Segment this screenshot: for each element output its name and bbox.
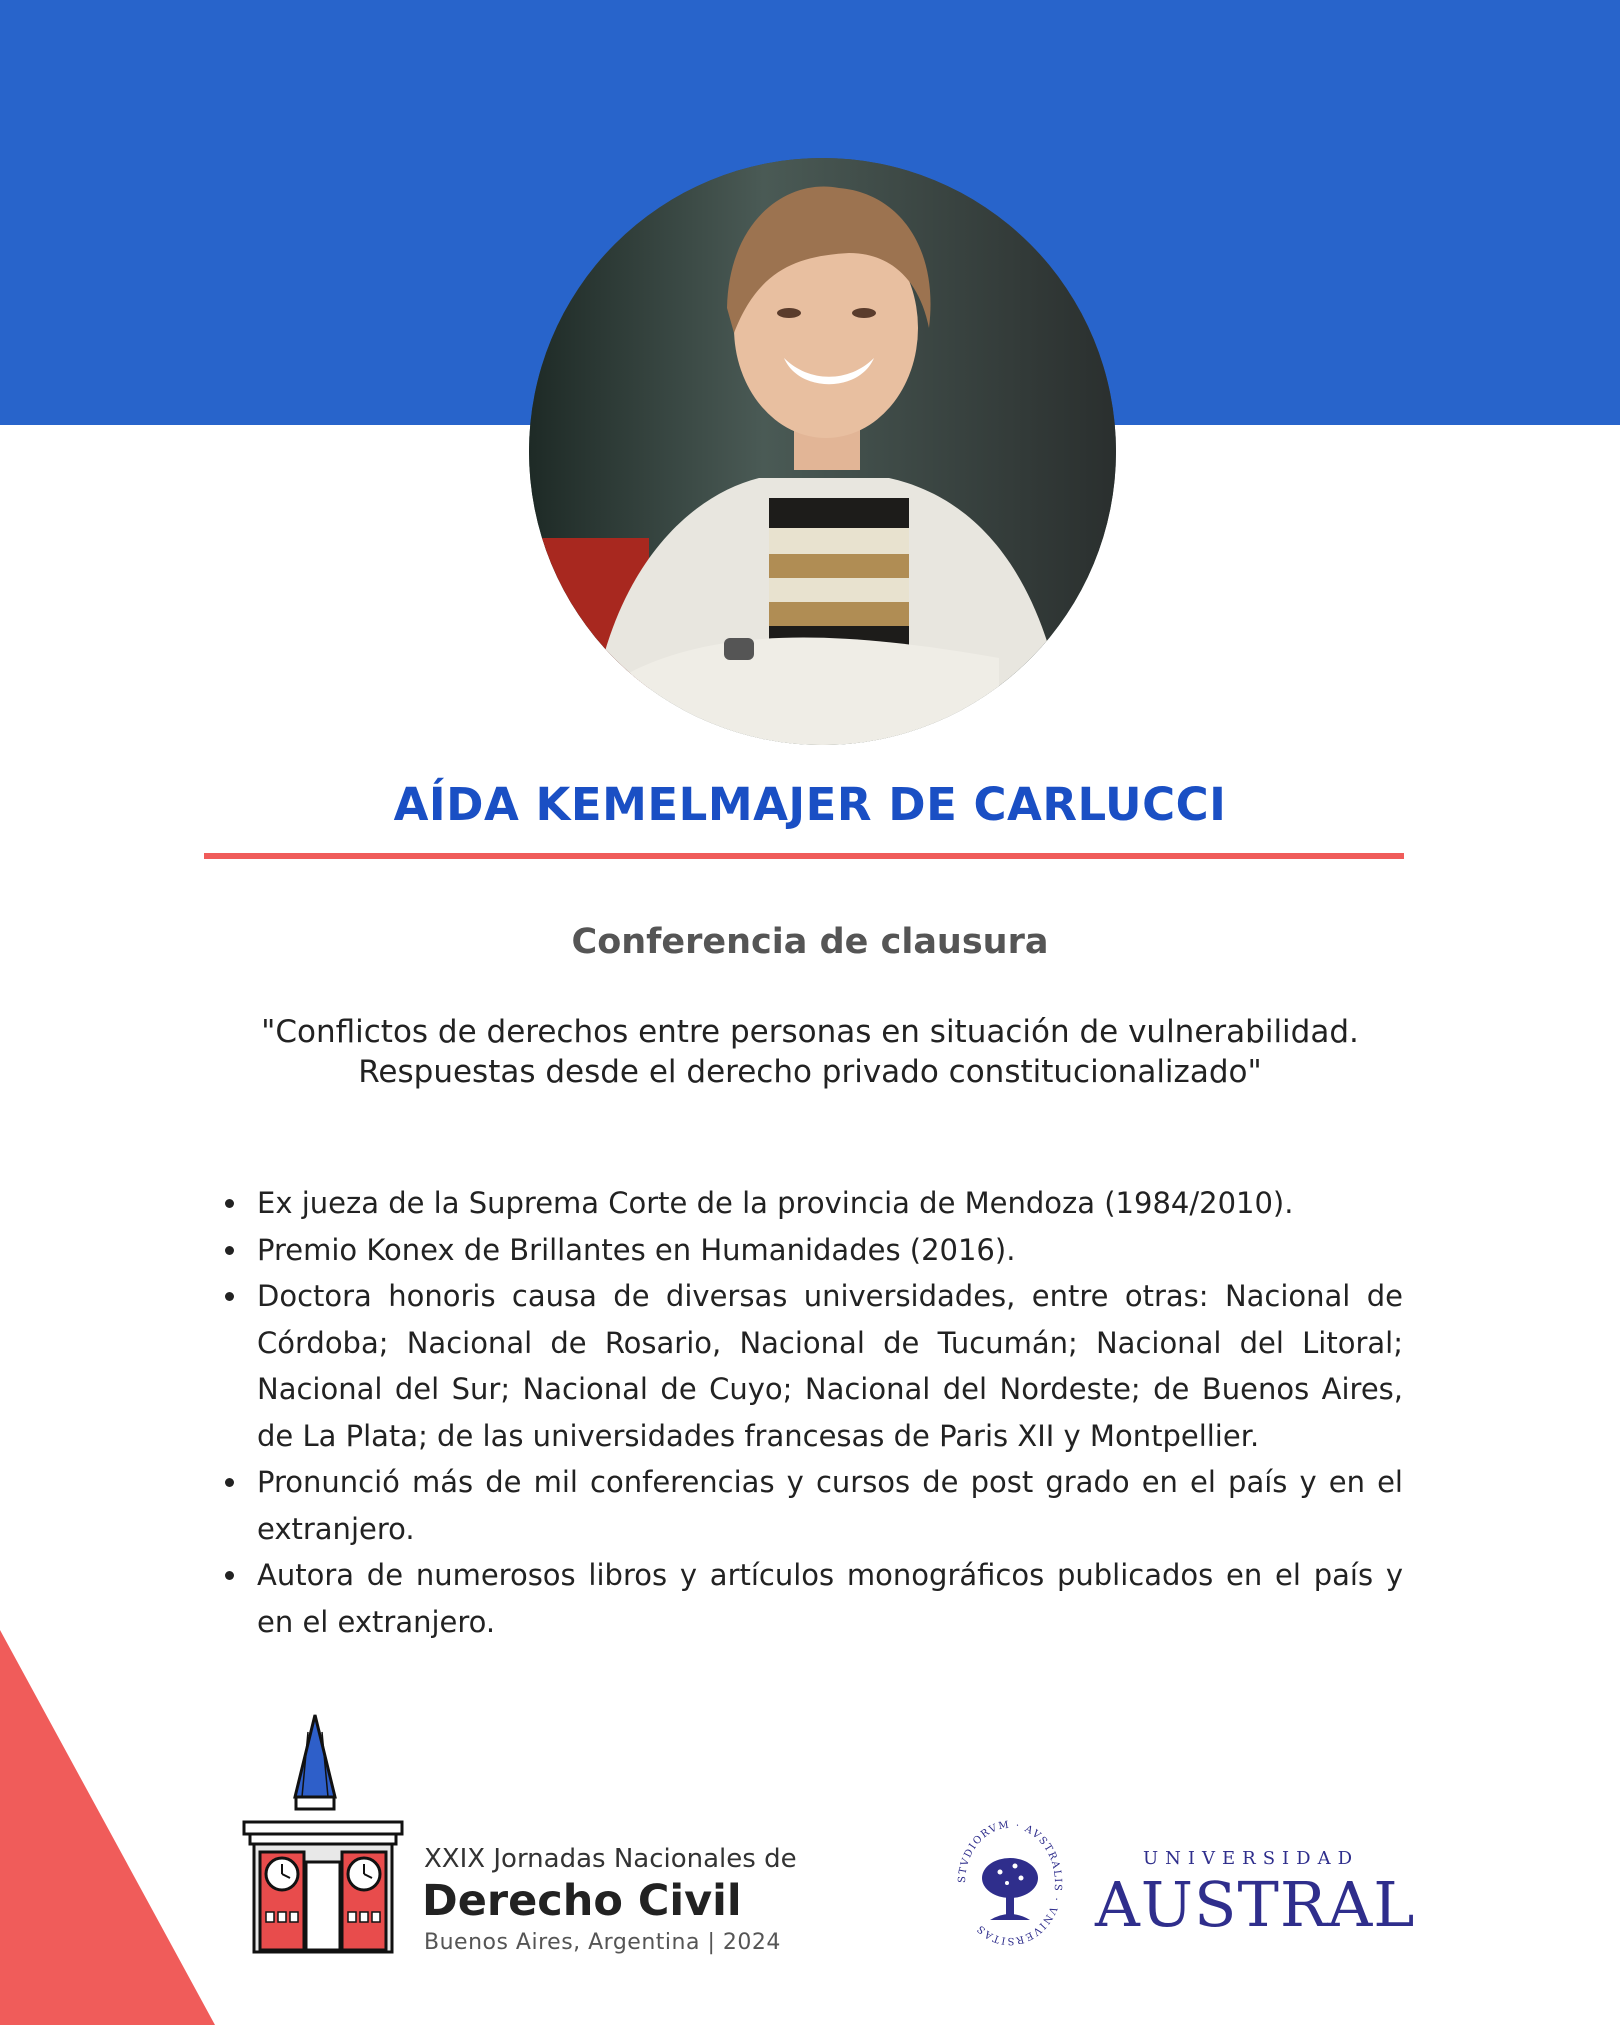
- jornadas-location: Buenos Aires, Argentina | 2024: [424, 1930, 781, 1955]
- jornadas-title: XXIX Jornadas Nacionales de: [424, 1844, 797, 1874]
- title-divider: [204, 853, 1404, 859]
- talk-title-line-1: "Conflictos de derechos entre personas en situación de vulnerabilidad.: [261, 1014, 1359, 1050]
- bio-item: Premio Konex de Brillantes en Humanidades (2016).: [225, 1227, 1403, 1274]
- bullet-icon: [225, 1478, 234, 1487]
- tree-seal-icon: [945, 1808, 1075, 1958]
- bullet-icon: [225, 1199, 234, 1208]
- bio-item: Doctora honoris causa de diversas universidades, entre otras: Nacional de Córdoba; Nacional de Rosario, Nacional de Tucumán; Nacional del Litoral; Nacional del Sur; Nacional de Cuyo; Nacional del Nordeste; de Buenos Aires, de La Plata; de las universidades francesas de Paris XII y Montpellier.: [225, 1273, 1403, 1459]
- bullet-icon: [225, 1246, 234, 1255]
- talk-title: [150, 1012, 1470, 1092]
- bio-item: Pronunció más de mil conferencias y cursos de post grado en el país y en el extranjero.: [225, 1459, 1403, 1552]
- session-label: Conferencia de clausura: [571, 922, 1049, 962]
- austral-wordmark: AUSTRAL: [1095, 1868, 1416, 1941]
- clock-tower-icon: [240, 1712, 410, 1957]
- speaker-name: AÍDA KEMELMAJER DE CARLUCCI: [393, 778, 1227, 831]
- jornadas-subject: Derecho Civil: [422, 1876, 742, 1926]
- bullet-icon: [225, 1571, 234, 1580]
- bio-list: [225, 1180, 1403, 1645]
- bio-item: Autora de numerosos libros y artículos monográficos publicados en el país y en el extranjero.: [225, 1552, 1403, 1645]
- speaker-photo: [529, 158, 1116, 745]
- svg-text:STVDIORVM · AVSTRALIS · VNIVER: STVDIORVM · AVSTRALIS · VNIVERSITAS: [956, 1819, 1064, 1947]
- talk-title-line-2: Respuestas desde el derecho privado constitucionalizado": [358, 1054, 1262, 1090]
- corner-triangle: [0, 1630, 215, 2025]
- bio-item: Ex jueza de la Suprema Corte de la provincia de Mendoza (1984/2010).: [225, 1180, 1403, 1227]
- austral-university-label: UNIVERSIDAD: [1143, 1848, 1360, 1869]
- bullet-icon: [225, 1292, 234, 1301]
